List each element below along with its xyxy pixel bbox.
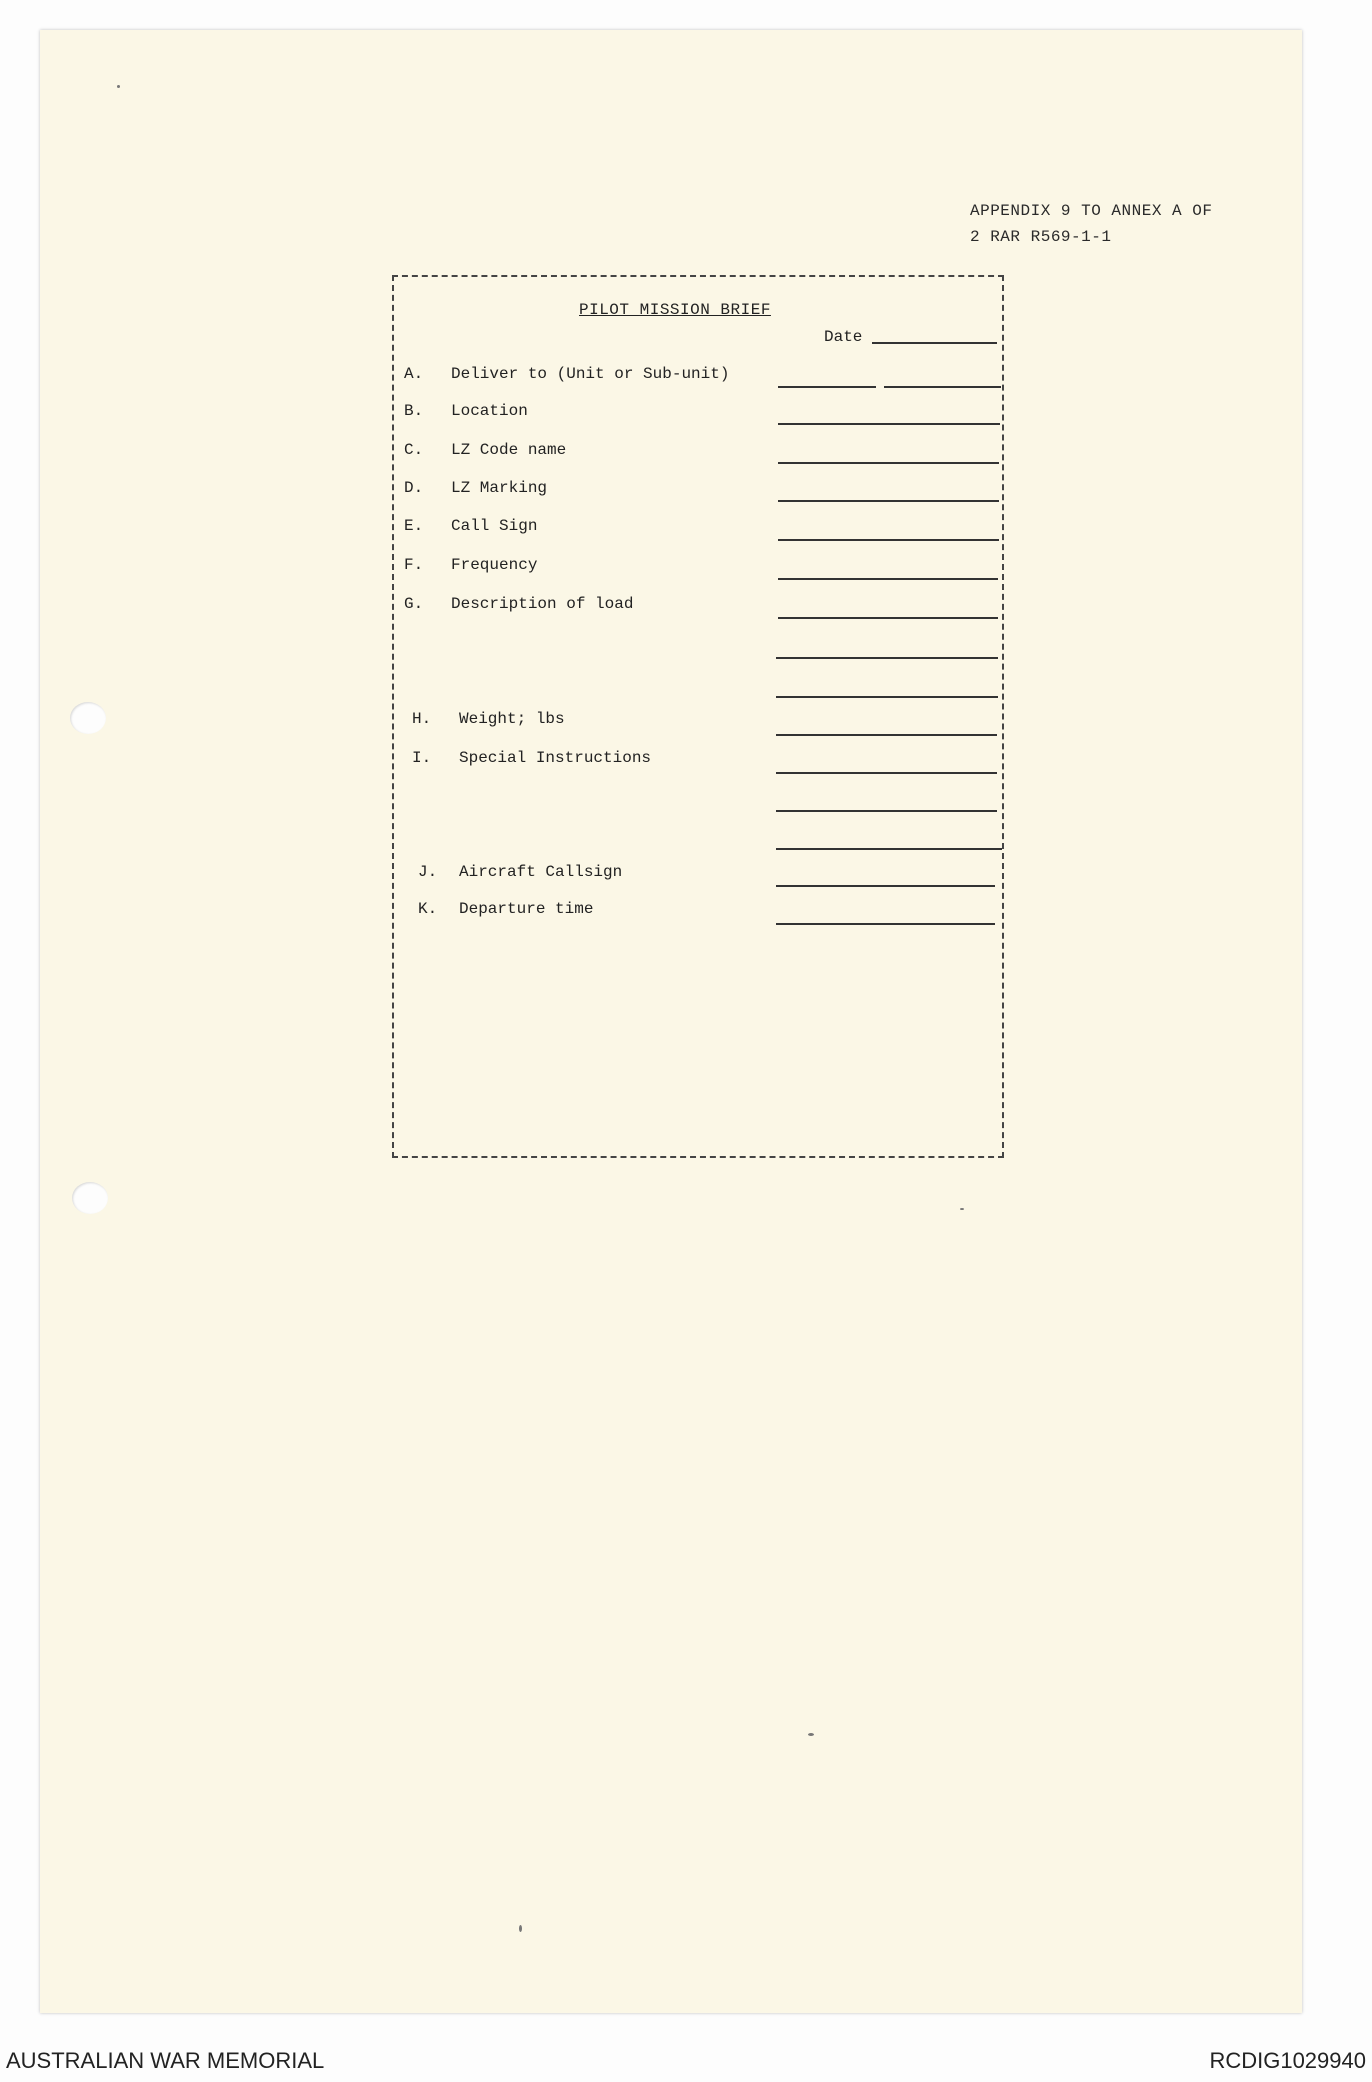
field-letter: E.	[404, 517, 424, 535]
description-of-load-line-2[interactable]	[776, 657, 998, 659]
field-lz-code-name	[404, 441, 989, 471]
weight-line[interactable]	[776, 734, 997, 736]
appendix-reference-line1: APPENDIX 9 TO ANNEX A OF	[970, 202, 1213, 220]
appendix-reference-line2: 2 RAR R569-1-1	[970, 228, 1112, 246]
field-letter: F.	[404, 556, 424, 574]
special-instructions-line-1[interactable]	[776, 772, 997, 774]
field-label: Call Sign	[451, 517, 538, 535]
field-letter: I.	[412, 749, 432, 767]
field-frequency	[404, 556, 989, 586]
speck	[960, 1208, 964, 1210]
speck	[519, 1925, 522, 1932]
field-label: Departure time	[459, 900, 594, 918]
field-lz-marking	[404, 479, 989, 509]
field-deliver-to	[404, 365, 989, 395]
field-letter: J.	[418, 863, 438, 881]
deliver-to-unit-line[interactable]	[778, 386, 876, 388]
field-label: Location	[451, 402, 528, 420]
aircraft-callsign-line[interactable]	[776, 885, 995, 887]
pilot-mission-brief-form	[392, 275, 1004, 1158]
field-call-sign	[404, 517, 989, 547]
field-label: Description of load	[451, 595, 634, 613]
field-label: Weight; lbs	[459, 710, 565, 728]
speck	[808, 1733, 814, 1736]
deliver-to-subunit-line[interactable]	[884, 386, 1001, 388]
departure-time-line[interactable]	[776, 923, 995, 925]
frequency-line[interactable]	[778, 578, 998, 580]
description-of-load-line-1[interactable]	[778, 617, 998, 619]
punch-hole-bottom	[72, 1182, 108, 1214]
field-departure-time	[418, 900, 1003, 930]
special-instructions-line-2[interactable]	[776, 810, 997, 812]
description-of-load-line-3[interactable]	[776, 696, 998, 698]
field-letter: B.	[404, 402, 424, 420]
field-letter: D.	[404, 479, 424, 497]
field-special-instructions	[412, 749, 997, 779]
punch-hole-top	[70, 702, 106, 734]
field-label: Frequency	[451, 556, 538, 574]
date-label: Date	[824, 328, 863, 346]
field-label: Special Instructions	[459, 749, 652, 767]
field-letter: A.	[404, 365, 424, 383]
field-label: LZ Marking	[451, 479, 548, 497]
special-instructions-line-3[interactable]	[776, 848, 1002, 850]
field-label: Deliver to (Unit or Sub-unit)	[451, 365, 730, 383]
field-letter: K.	[418, 900, 438, 918]
field-label: Aircraft Callsign	[459, 863, 623, 881]
call-sign-line[interactable]	[778, 539, 999, 541]
field-letter: H.	[412, 710, 432, 728]
date-row	[824, 328, 997, 346]
field-description-of-load	[404, 595, 989, 625]
field-label: LZ Code name	[451, 441, 567, 459]
archive-credit: AUSTRALIAN WAR MEMORIAL	[6, 2048, 325, 2073]
lz-marking-line[interactable]	[778, 500, 999, 502]
field-letter: C.	[404, 441, 424, 459]
field-aircraft-callsign	[418, 863, 1003, 893]
location-line[interactable]	[778, 423, 1000, 425]
form-title: PILOT MISSION BRIEF	[579, 301, 771, 319]
archive-identifier: RCDIG1029940	[1209, 2048, 1366, 2073]
speck	[117, 85, 120, 88]
lz-code-name-line[interactable]	[778, 462, 999, 464]
field-location	[404, 402, 989, 432]
date-field[interactable]	[872, 342, 997, 344]
field-letter: G.	[404, 595, 424, 613]
